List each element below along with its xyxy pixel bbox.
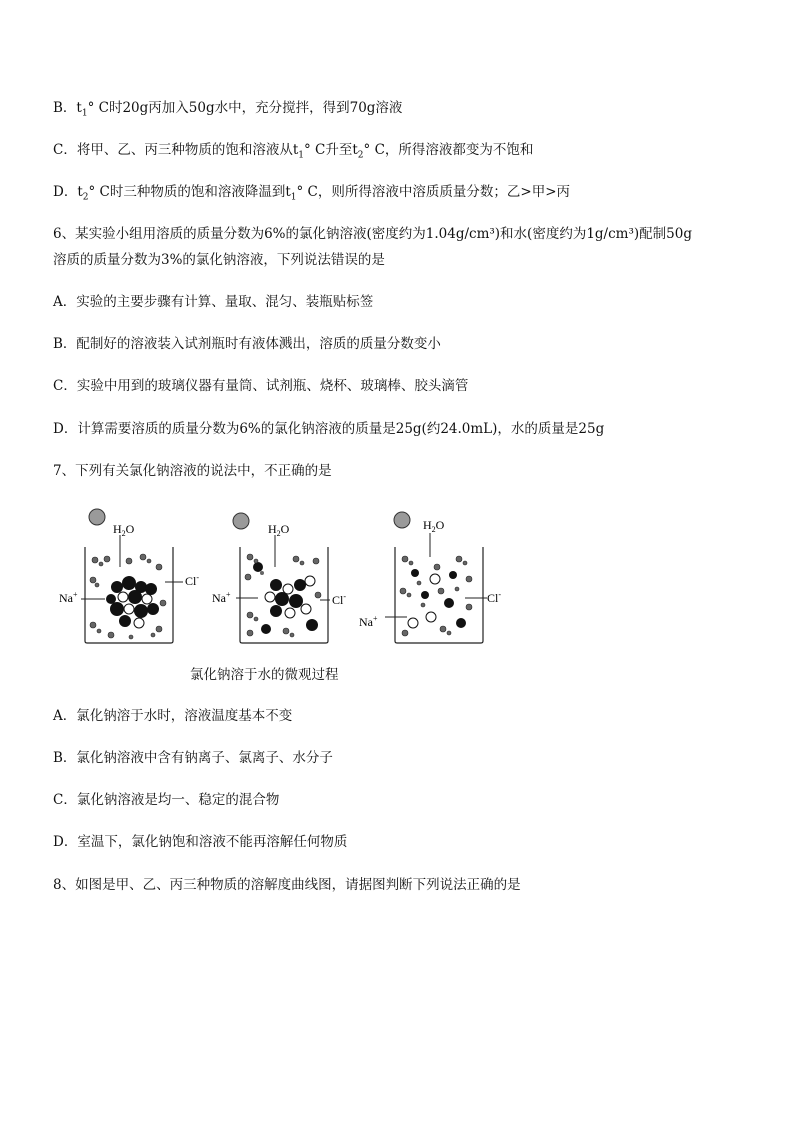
q5-option-c: C．将甲、乙、丙三种物质的饱和溶液从$t_1^\circ$ C升至$t_2^\circ$ C，所得溶液都变为不饱和 [53, 142, 534, 161]
q7-option-a: A．氯化钠溶于水时，溶液温度基本不变 [53, 708, 293, 724]
cl-label: Cl- [487, 590, 502, 605]
q7-option-c: C．氯化钠溶液是均一、稳定的混合物 [53, 792, 280, 808]
h2o-label: $H_2O$ [268, 522, 290, 538]
cl-label: Cl- [332, 592, 347, 607]
beaker-2 [212, 513, 346, 643]
na-label: Na+ [359, 614, 378, 629]
q6-option-d: D．计算需要溶质的质量分数为6%的氯化钠溶液的质量是25g(约24.0mL)，水的质量是25g [53, 421, 605, 437]
q8-stem: 8、如图是甲、乙、丙三种物质的溶解度曲线图，请据图判断下列说法正确的是 [53, 877, 521, 893]
q6-stem-line2: 溶质的质量分数为3%的氯化钠溶液，下列说法错误的是 [53, 252, 385, 268]
q5-option-d: D．$t_2^\circ$ C时三种物质的饱和溶液降温到$t_1^\circ$ C，则所得溶液中溶质质量分数；乙>甲>丙 [53, 184, 571, 203]
h2o-label: $H_2O$ [113, 522, 135, 538]
q6-stem-line1: 6、某实验小组用溶质的质量分数为6%的氯化钠溶液(密度约为1.04g/cm³)和水(密度约为1g/cm³)配制50g [53, 226, 692, 242]
h2o-label: $H_2O$ [423, 518, 445, 534]
beaker-1 [59, 509, 199, 643]
q7-stem: 7、下列有关氯化钠溶液的说法中，不正确的是 [53, 463, 332, 479]
na-label: Na+ [59, 590, 78, 605]
nacl-dissolving-figure [55, 505, 525, 655]
q7-option-b: B．氯化钠溶液中含有钠离子、氯离子、水分子 [53, 750, 333, 766]
figure-caption: 氯化钠溶于水的微观过程 [190, 667, 339, 683]
beaker-3 [359, 512, 501, 643]
q6-option-c: C．实验中用到的玻璃仪器有量筒、试剂瓶、烧杯、玻璃棒、胶头滴管 [53, 378, 469, 394]
q6-option-a: A．实验的主要步骤有计算、量取、混匀、装瓶贴标签 [53, 294, 374, 310]
cl-label: Cl- [185, 573, 200, 588]
q6-option-b: B．配制好的溶液装入试剂瓶时有液体溅出，溶质的质量分数变小 [53, 336, 441, 352]
q5-option-b: B．$t_1^\circ$ C时20g丙加入50g水中，充分搅拌，得到70g溶液 [53, 100, 403, 119]
na-label: Na+ [212, 590, 231, 605]
q7-option-d: D．室温下，氯化钠饱和溶液不能再溶解任何物质 [53, 834, 348, 850]
